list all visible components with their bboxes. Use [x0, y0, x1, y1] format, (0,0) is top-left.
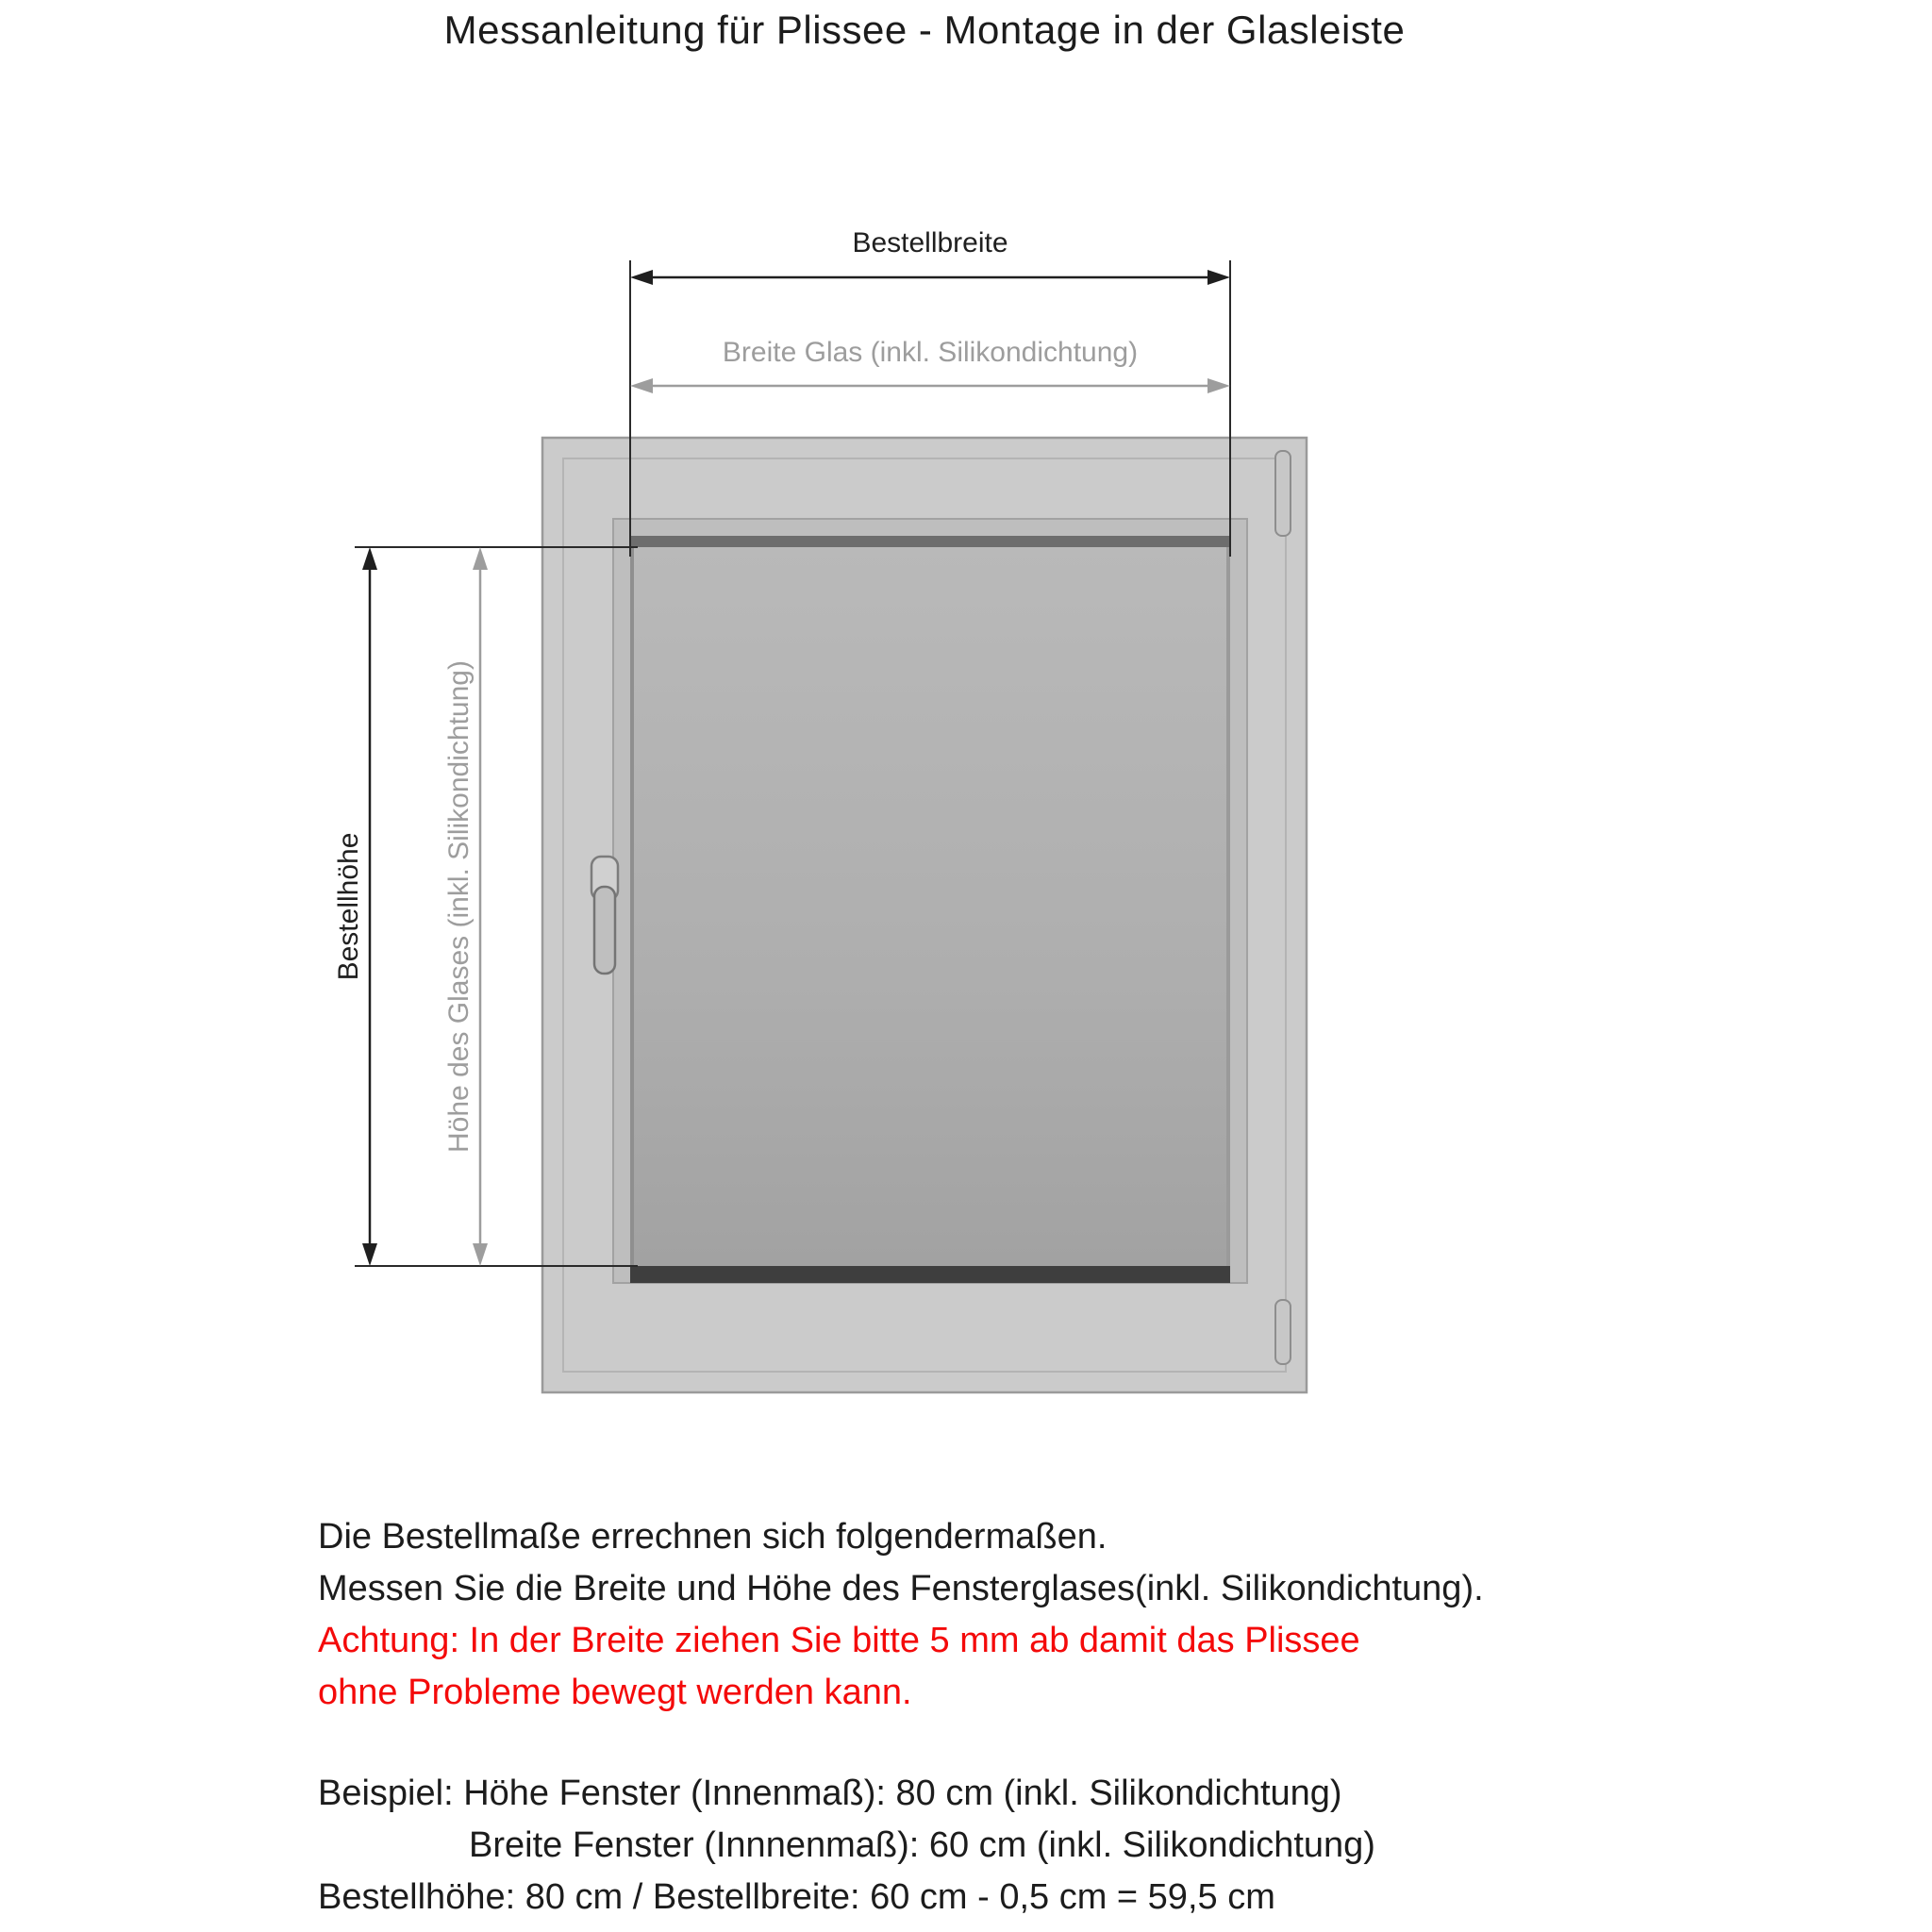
glass-left-edge [630, 547, 634, 1266]
glass-height-label: Höhe des Glases (inkl. Silikondichtung) [443, 660, 475, 1153]
arrowhead-down-icon [362, 1243, 377, 1266]
example-line-3: Bestellhöhe: 80 cm / Bestellbreite: 60 cm - 0,5 cm = 59,5 cm [318, 1877, 1275, 1917]
hinge-bottom [1275, 1300, 1291, 1364]
arrowhead-up-icon [473, 547, 488, 570]
example-line-1: Beispiel: Höhe Fenster (Innenmaß): 80 cm (inkl. Silikondichtung) [318, 1774, 1342, 1813]
instructions-text [318, 1511, 1484, 1719]
glass-bottom-shadow [630, 1266, 1230, 1283]
arrowhead-left-icon [630, 270, 653, 285]
window-glass [630, 547, 1230, 1266]
arrowhead-right-icon [1208, 378, 1230, 393]
instruction-line-1: Die Bestellmaße errechnen sich folgendermaßen. [318, 1517, 1108, 1557]
order-width-label: Bestellbreite [852, 227, 1008, 258]
glass-right-edge [1226, 547, 1230, 1266]
page-title: Messanleitung für Plissee - Montage in der Glasleiste [443, 8, 1406, 52]
instruction-line-2: Messen Sie die Breite und Höhe des Fensterglases(inkl. Silikondichtung). [318, 1569, 1484, 1608]
glass-width-arrow [630, 378, 1230, 393]
order-height-label: Bestellhöhe [333, 832, 364, 981]
arrowhead-down-icon [473, 1243, 488, 1266]
example-text [318, 1768, 1375, 1924]
arrowhead-right-icon [1208, 270, 1230, 285]
warning-line-2: ohne Probleme bewegt werden kann. [318, 1673, 912, 1712]
glass-width-label: Breite Glas (inkl. Silikondichtung) [722, 337, 1139, 368]
arrowhead-left-icon [630, 378, 653, 393]
order-width-arrow [630, 270, 1230, 285]
arrowhead-up-icon [362, 547, 377, 570]
warning-line-1: Achtung: In der Breite ziehen Sie bitte 5 mm ab damit das Plissee [318, 1621, 1360, 1660]
window-handle [594, 887, 615, 974]
glass-top-shadow [630, 536, 1230, 547]
example-line-2: Breite Fenster (Innnenmaß): 60 cm (inkl. Silikondichtung) [469, 1825, 1375, 1865]
window-illustration [542, 438, 1307, 1392]
hinge-top [1275, 451, 1291, 536]
